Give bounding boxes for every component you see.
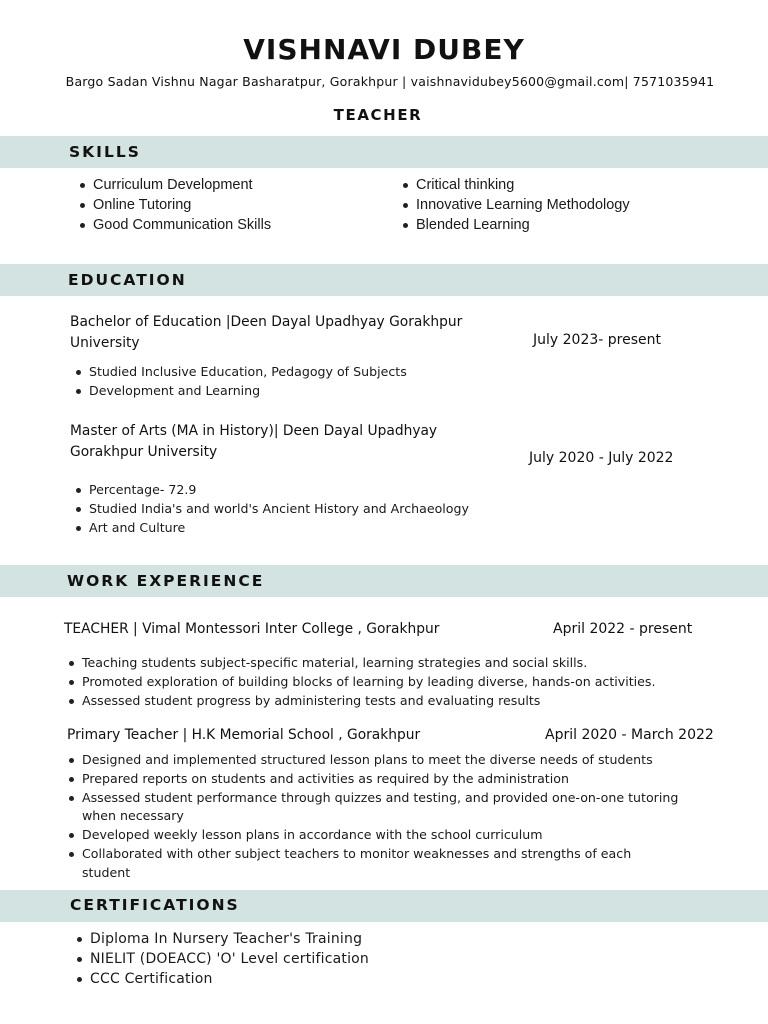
skills-section-header — [0, 136, 768, 168]
list-item: Studied India's and world's Ancient History and Archaeology — [89, 500, 519, 519]
skill-item: Online Tutoring — [93, 195, 383, 215]
list-item: Percentage- 72.9 — [89, 481, 519, 500]
certification-item: NIELIT (DOEACC) 'O' Level certification — [90, 949, 590, 969]
work-entry-title: TEACHER | Vimal Montessori Inter College , Gorakhpur — [64, 621, 440, 637]
list-item: Studied Inclusive Education, Pedagogy of Subjects — [89, 363, 509, 382]
certifications-section-header — [0, 890, 768, 922]
list-item: Art and Culture — [89, 519, 519, 538]
education-title: EDUCATION — [68, 271, 187, 289]
skills-title: SKILLS — [69, 143, 141, 161]
resume-name: VISHNAVI DUBEY — [243, 33, 525, 66]
skill-item: Innovative Learning Methodology — [416, 195, 716, 215]
job-role: TEACHER — [333, 106, 423, 124]
education-entry-bullets — [89, 363, 509, 401]
skill-item: Good Communication Skills — [93, 215, 383, 235]
work-entry-title: Primary Teacher | H.K Memorial School , Gorakhpur — [67, 727, 421, 743]
skill-item: Blended Learning — [416, 215, 716, 235]
list-item: Teaching students subject-specific material, learning strategies and social skills. — [82, 654, 712, 673]
work-entry-date: April 2022 - present — [553, 621, 693, 637]
education-entry-date: July 2020 - July 2022 — [529, 450, 674, 466]
list-item: Assessed student progress by administering tests and evaluating results — [82, 692, 712, 711]
education-entry-title: Master of Arts (MA in History)| Deen Dayal Upadhyay Gorakhpur University — [70, 423, 438, 460]
work-entry-bullets — [82, 654, 712, 710]
skill-item: Curriculum Development — [93, 175, 383, 195]
list-item: Promoted exploration of building blocks of learning by leading diverse, hands-on activities. — [82, 673, 712, 692]
list-item: Assessed student performance through quizzes and testing, and provided one-on-one tutoring when necessary — [82, 789, 682, 827]
work-section-header — [0, 565, 768, 597]
education-section-header — [0, 264, 768, 296]
list-item: Developed weekly lesson plans in accordance with the school curriculum — [82, 826, 682, 845]
skill-item: Critical thinking — [416, 175, 716, 195]
work-title: WORK EXPERIENCE — [67, 572, 265, 590]
contact-line: Bargo Sadan Vishnu Nagar Basharatpur, Gorakhpur | vaishnavidubey5600@gmail.com| 7571035941 — [65, 74, 715, 89]
certification-item: Diploma In Nursery Teacher's Training — [90, 929, 590, 949]
list-item: Designed and implemented structured lesson plans to meet the diverse needs of students — [82, 751, 682, 770]
education-entry-bullets — [89, 481, 519, 537]
certifications-title: CERTIFICATIONS — [70, 896, 240, 914]
list-item: Development and Learning — [89, 382, 509, 401]
skills-list-right — [416, 175, 716, 235]
work-entry-date: April 2020 - March 2022 — [545, 727, 714, 743]
education-entry-date: July 2023- present — [533, 332, 661, 348]
education-entry-title: Bachelor of Education |Deen Dayal Upadhyay Gorakhpur University — [70, 314, 463, 351]
work-entry-bullets — [82, 751, 682, 883]
list-item: Prepared reports on students and activities as required by the administration — [82, 770, 682, 789]
skills-list-left — [93, 175, 383, 235]
certifications-list — [90, 929, 590, 989]
certification-item: CCC Certification — [90, 969, 590, 989]
list-item: Collaborated with other subject teachers to monitor weaknesses and strengths of each student — [82, 845, 682, 883]
